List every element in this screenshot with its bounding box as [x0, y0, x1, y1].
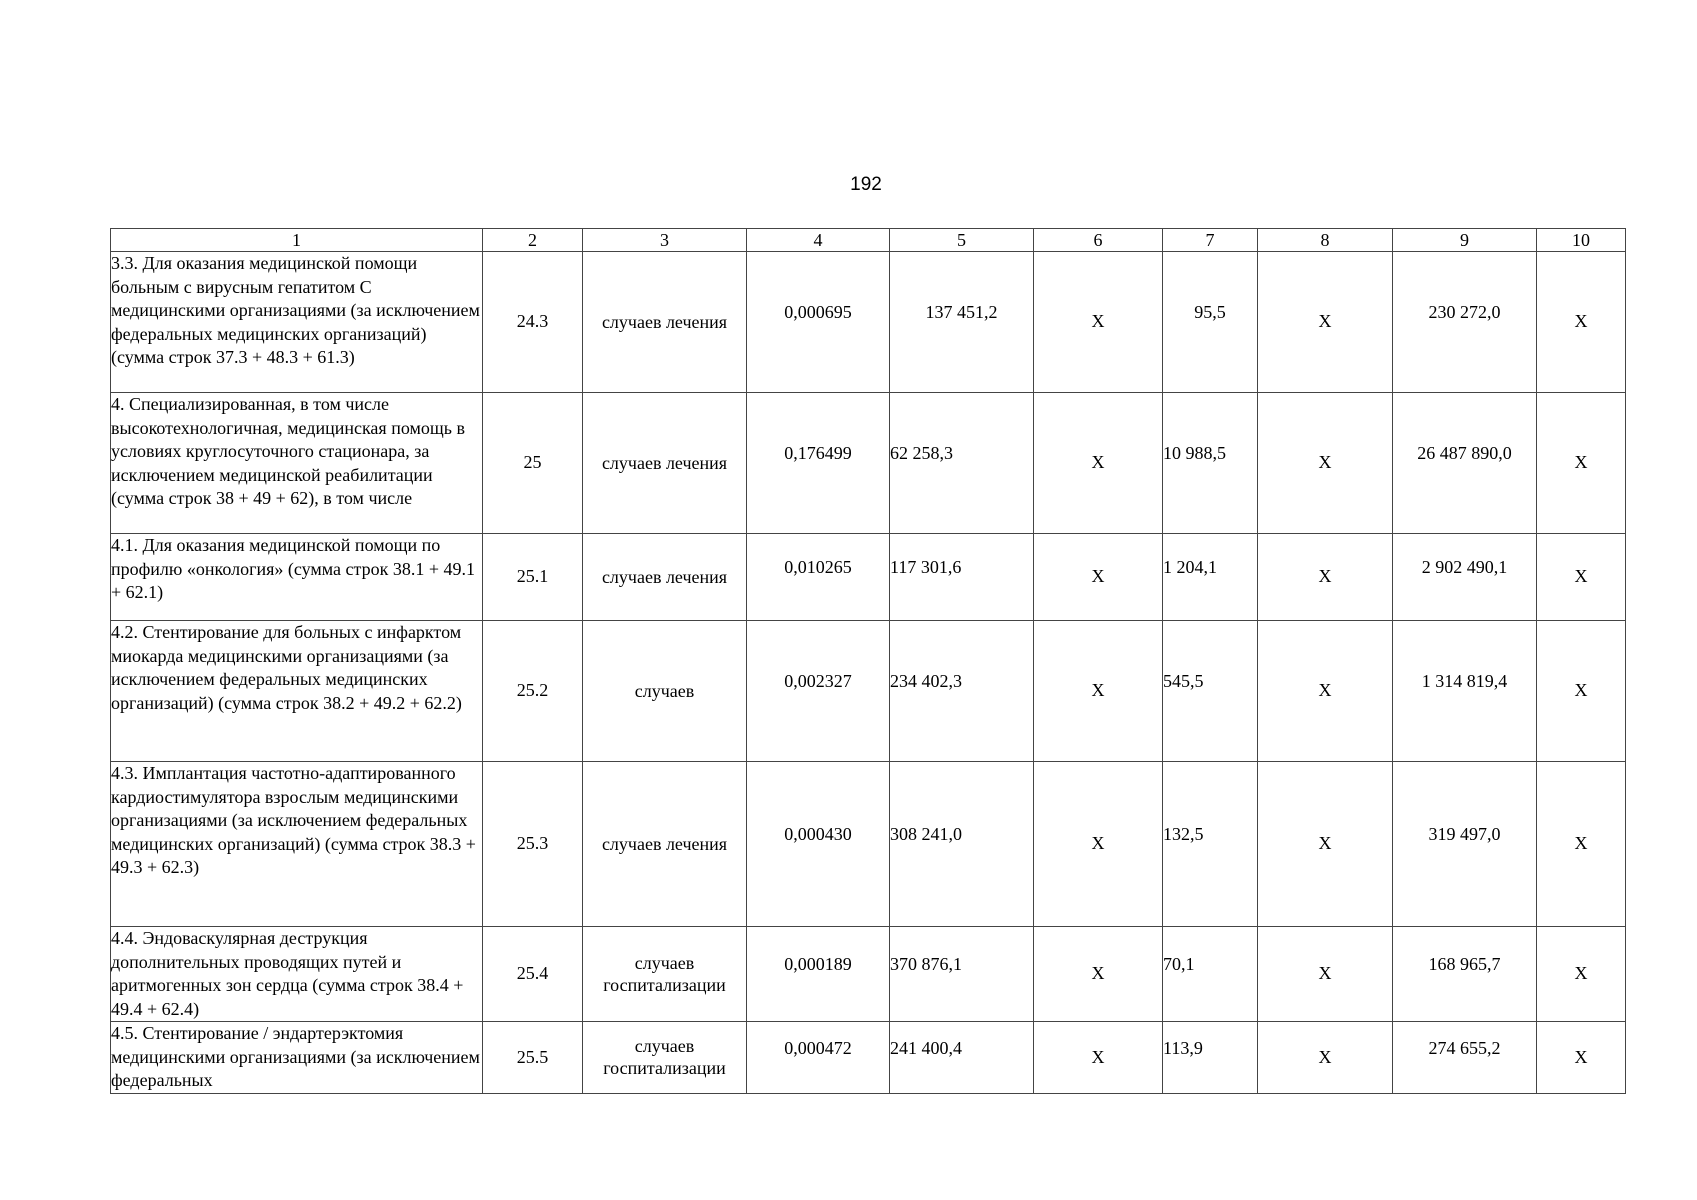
table-row [111, 762, 1626, 927]
row-col4: 0,010265 [747, 534, 890, 621]
column-number: 5 [890, 229, 1034, 252]
row-col10: X [1537, 1022, 1626, 1094]
row-col5: 62 258,3 [890, 393, 1034, 534]
column-number: 10 [1537, 229, 1626, 252]
row-unit: случаев лечения [583, 762, 747, 927]
data-table [110, 228, 1626, 1094]
row-col8: X [1258, 1022, 1393, 1094]
row-col9: 319 497,0 [1393, 762, 1537, 927]
row-line-number: 25 [483, 393, 583, 534]
row-col9: 230 272,0 [1393, 252, 1537, 393]
row-col9: 274 655,2 [1393, 1022, 1537, 1094]
row-col5: 241 400,4 [890, 1022, 1034, 1094]
row-col6: X [1034, 534, 1163, 621]
row-line-number: 25.3 [483, 762, 583, 927]
table-row [111, 621, 1626, 762]
row-description: 4.4. Эндоваскулярная деструкция дополнительных проводящих путей и аритмогенных зон сердца (сумма строк 38.4 + 49.4 + 62.4) [111, 927, 483, 1022]
row-col7: 10 988,5 [1163, 393, 1258, 534]
row-col7: 545,5 [1163, 621, 1258, 762]
row-col10: X [1537, 927, 1626, 1022]
row-col6: X [1034, 762, 1163, 927]
row-col8: X [1258, 534, 1393, 621]
table-row [111, 534, 1626, 621]
row-col9: 168 965,7 [1393, 927, 1537, 1022]
row-col5: 370 876,1 [890, 927, 1034, 1022]
row-col7: 132,5 [1163, 762, 1258, 927]
row-line-number: 25.1 [483, 534, 583, 621]
row-col8: X [1258, 762, 1393, 927]
row-col4: 0,000695 [747, 252, 890, 393]
row-col7: 113,9 [1163, 1022, 1258, 1094]
column-number: 8 [1258, 229, 1393, 252]
row-col7: 70,1 [1163, 927, 1258, 1022]
row-col5: 137 451,2 [890, 252, 1034, 393]
row-col9: 1 314 819,4 [1393, 621, 1537, 762]
row-unit: случаев лечения [583, 534, 747, 621]
row-col7: 95,5 [1163, 252, 1258, 393]
column-number: 1 [111, 229, 483, 252]
row-col10: X [1537, 621, 1626, 762]
row-col8: X [1258, 927, 1393, 1022]
row-line-number: 25.2 [483, 621, 583, 762]
row-description: 4.2. Стентирование для больных с инфарктом миокарда медицинскими организациями (за исключением федеральных медицинских организаций) (сумма строк 38.2 + 49.2 + 62.2) [111, 621, 483, 762]
row-line-number: 25.4 [483, 927, 583, 1022]
row-unit: случаев лечения [583, 252, 747, 393]
table-row [111, 927, 1626, 1022]
column-number: 6 [1034, 229, 1163, 252]
row-col5: 234 402,3 [890, 621, 1034, 762]
column-number: 2 [483, 229, 583, 252]
row-description: 3.3. Для оказания медицинской помощи больным с вирусным гепатитом С медицинскими организациями (за исключением федеральных медицинских организаций) (сумма строк 37.3 + 48.3 + 61.3) [111, 252, 483, 393]
table-row [111, 252, 1626, 393]
column-number-row [111, 229, 1626, 252]
column-number: 9 [1393, 229, 1537, 252]
row-col6: X [1034, 393, 1163, 534]
row-description: 4. Специализированная, в том числе высокотехнологичная, медицинская помощь в условиях круглосуточного стационара, за исключением медицинской реабилитации (сумма строк 38 + 49 + 62), в том числе [111, 393, 483, 534]
page-number: 192 [850, 174, 882, 195]
row-description: 4.1. Для оказания медицинской помощи по профилю «онкология» (сумма строк 38.1 + 49.1 + 62.1) [111, 534, 483, 621]
row-col6: X [1034, 252, 1163, 393]
row-col10: X [1537, 393, 1626, 534]
table-row [111, 1022, 1626, 1094]
row-col7: 1 204,1 [1163, 534, 1258, 621]
row-col8: X [1258, 252, 1393, 393]
row-line-number: 24.3 [483, 252, 583, 393]
row-col5: 308 241,0 [890, 762, 1034, 927]
row-col10: X [1537, 534, 1626, 621]
row-col4: 0,000472 [747, 1022, 890, 1094]
row-unit: случаев госпитализации [583, 1022, 747, 1094]
row-line-number: 25.5 [483, 1022, 583, 1094]
row-col5: 117 301,6 [890, 534, 1034, 621]
row-unit: случаев лечения [583, 393, 747, 534]
row-col9: 26 487 890,0 [1393, 393, 1537, 534]
row-description: 4.5. Стентирование / эндартерэктомия медицинскими организациями (за исключением федеральных [111, 1022, 483, 1094]
row-col6: X [1034, 927, 1163, 1022]
table-row [111, 393, 1626, 534]
row-col4: 0,000189 [747, 927, 890, 1022]
row-description: 4.3. Имплантация частотно-адаптированного кардиостимулятора взрослым медицинскими организациями (за исключением федеральных медицинских организаций) (сумма строк 38.3 + 49.3 + 62.3) [111, 762, 483, 927]
row-col10: X [1537, 762, 1626, 927]
row-unit: случаев [583, 621, 747, 762]
column-number: 7 [1163, 229, 1258, 252]
row-col6: X [1034, 621, 1163, 762]
row-col4: 0,176499 [747, 393, 890, 534]
row-col9: 2 902 490,1 [1393, 534, 1537, 621]
row-col8: X [1258, 393, 1393, 534]
column-number: 3 [583, 229, 747, 252]
row-col6: X [1034, 1022, 1163, 1094]
row-col8: X [1258, 621, 1393, 762]
row-col4: 0,000430 [747, 762, 890, 927]
row-col10: X [1537, 252, 1626, 393]
row-unit: случаев госпитализации [583, 927, 747, 1022]
row-col4: 0,002327 [747, 621, 890, 762]
column-number: 4 [747, 229, 890, 252]
